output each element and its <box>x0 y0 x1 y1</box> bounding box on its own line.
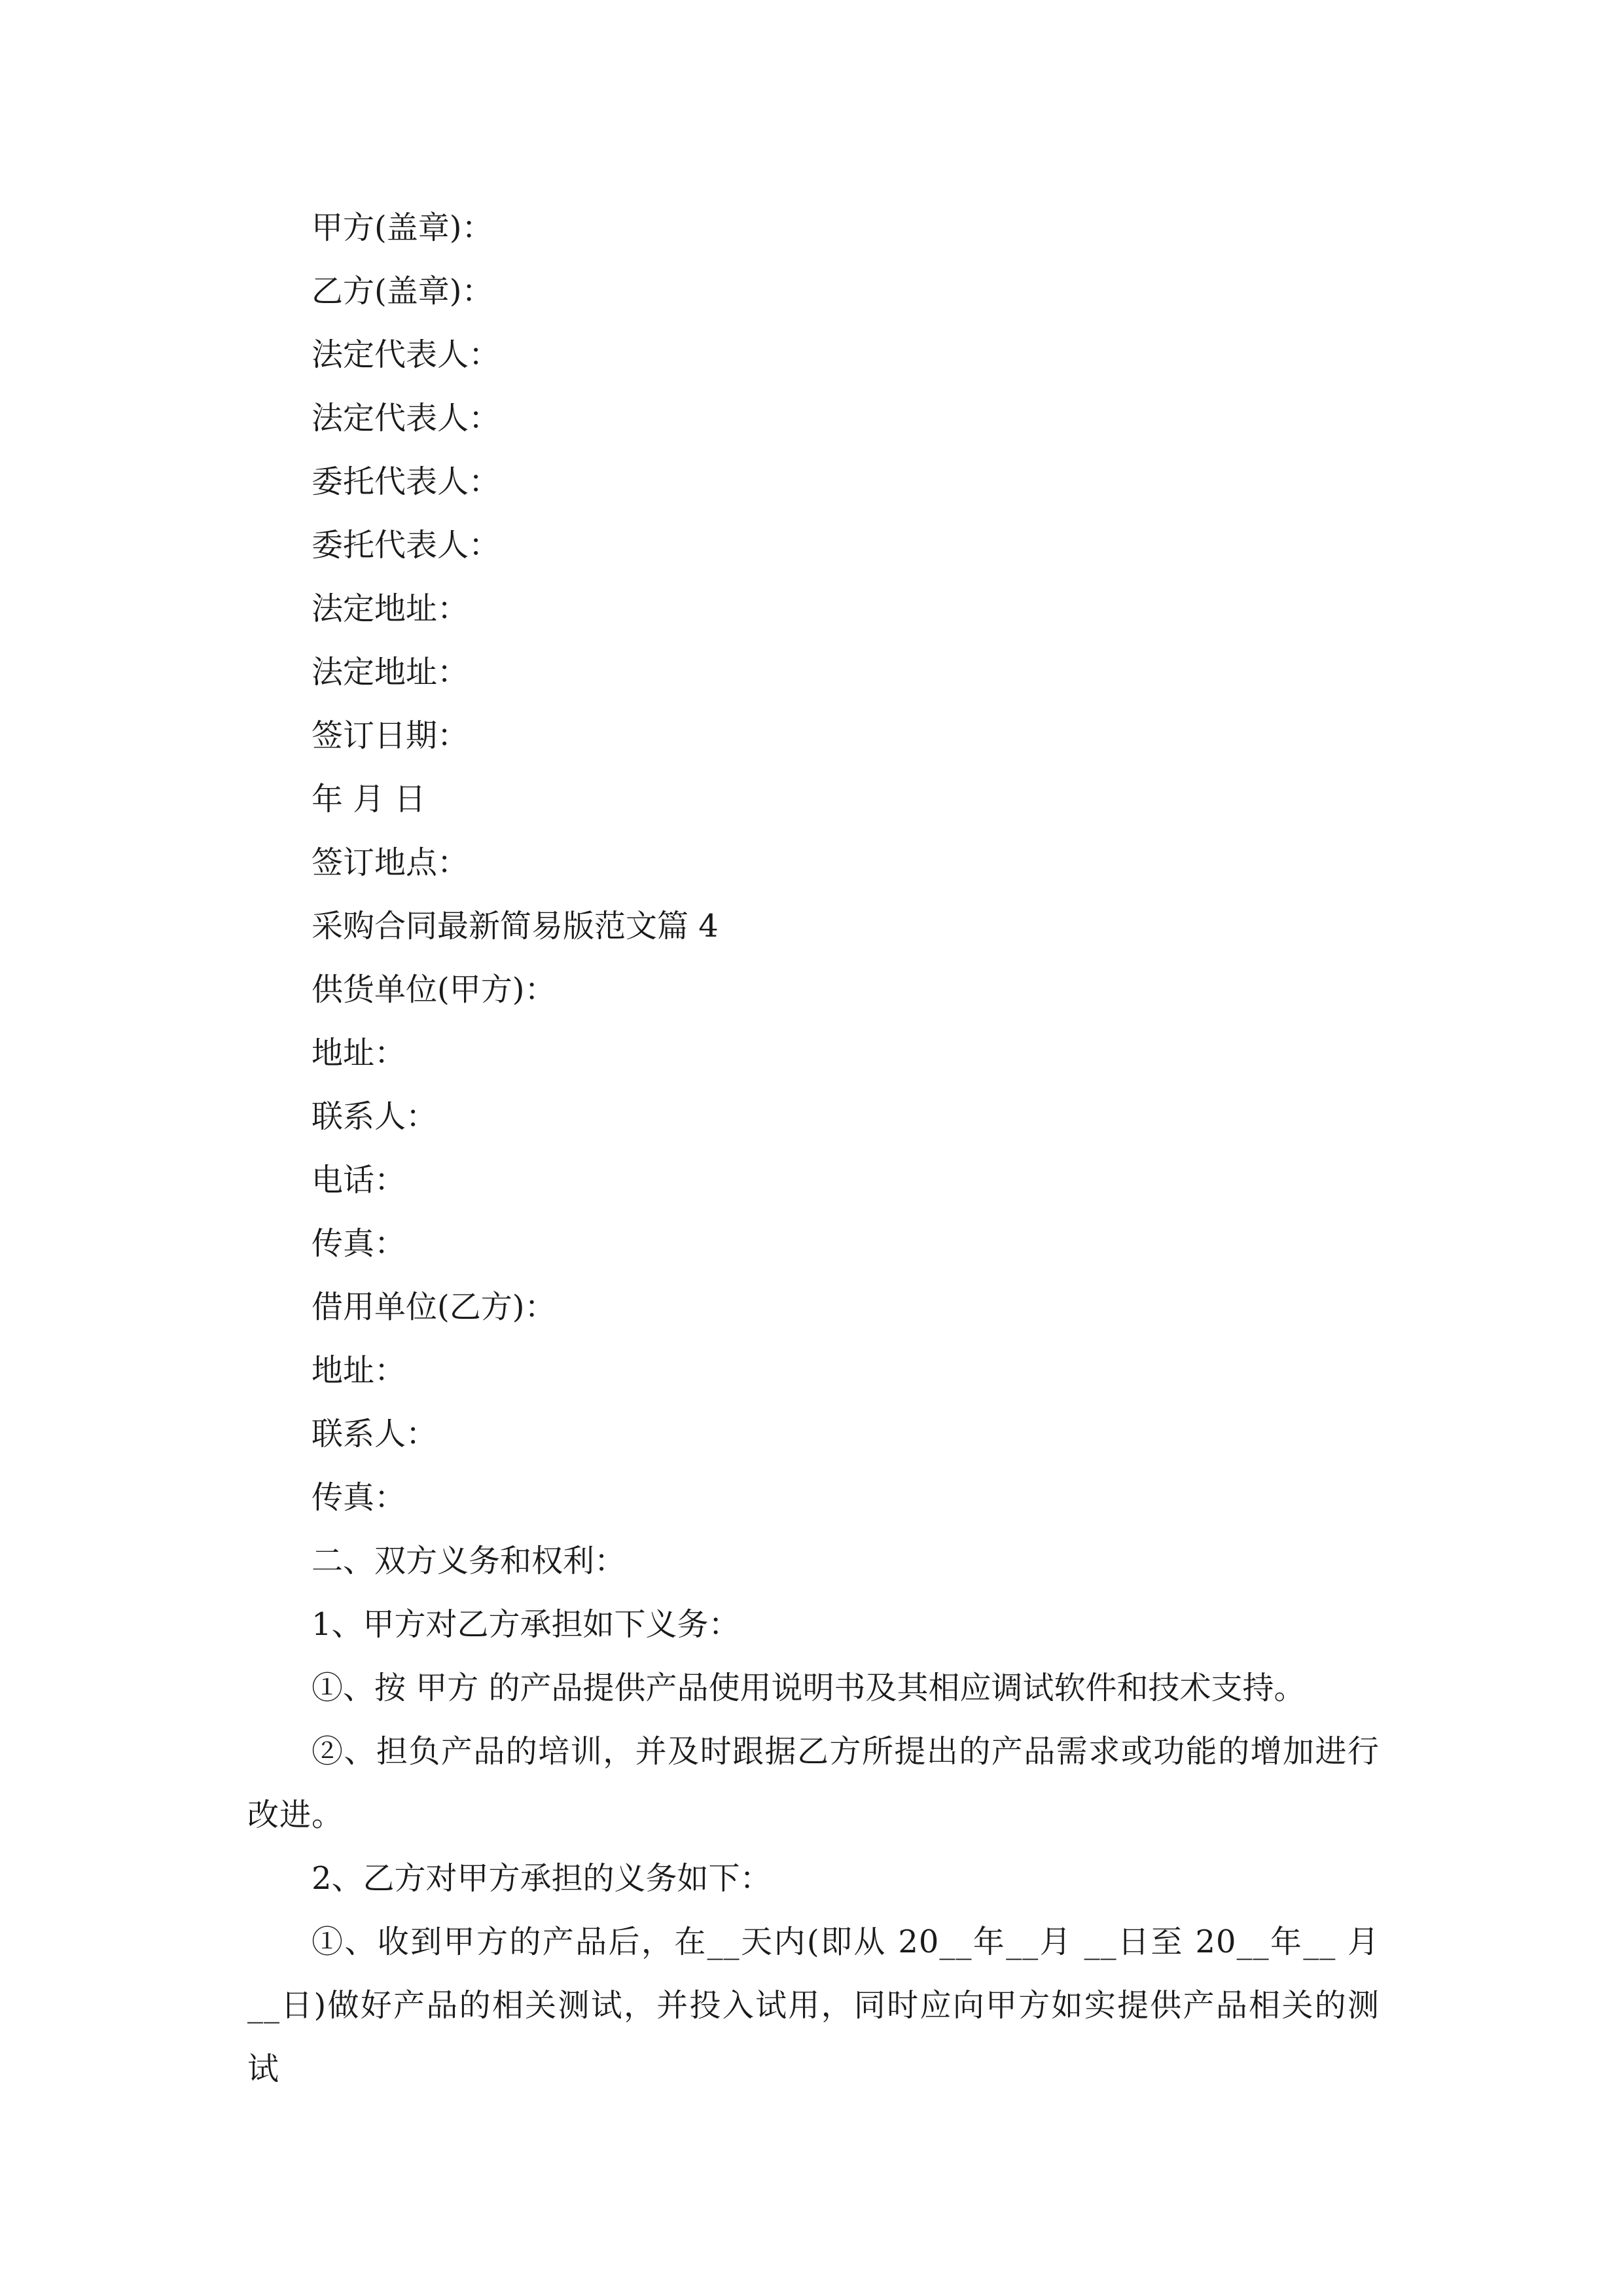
legal-representative-line: 法定代表人： <box>312 336 501 373</box>
date-line: 年 月 日 <box>312 781 426 817</box>
section-title: 采购合同最新简易版范文篇 4 <box>312 908 719 944</box>
section-heading: 二、双方义务和权利： <box>312 1543 626 1579</box>
address-line: 地址： <box>312 1035 406 1071</box>
fax-line: 传真： <box>312 1225 406 1262</box>
borrower-line: 借用单位(乙方)： <box>312 1289 556 1325</box>
signing-date-line: 签订日期： <box>312 717 469 754</box>
fax-line: 传真： <box>312 1479 406 1516</box>
authorized-representative-line: 委托代表人： <box>312 463 501 500</box>
clause-paragraph: ②、担负产品的培训，并及时跟据乙方所提出的产品需求或功能的增加进行改进。 <box>247 1733 1380 1833</box>
clause-heading: 1、甲方对乙方承担如下义务： <box>312 1606 740 1643</box>
legal-address-line: 法定地址： <box>312 654 469 691</box>
clause-heading: 2、乙方对甲方承担的义务如下： <box>312 1860 772 1897</box>
party-b-seal-line: 乙方(盖章)： <box>312 273 493 310</box>
legal-representative-line: 法定代表人： <box>312 400 501 437</box>
supplier-line: 供货单位(甲方)： <box>312 971 556 1008</box>
authorized-representative-line: 委托代表人： <box>312 527 501 564</box>
legal-address-line: 法定地址： <box>312 590 469 627</box>
contact-line: 联系人： <box>312 1098 438 1135</box>
clause-paragraph: ①、收到甲方的产品后，在__天内(即从 20__年__月 __日至 20__年__ 月__日)做好产品的相关测试，并投入试用，同时应向甲方如实提供产品相关的测试 <box>247 1924 1380 2087</box>
contact-line: 联系人： <box>312 1416 438 1452</box>
party-a-seal-line: 甲方(盖章)： <box>312 209 493 246</box>
phone-line: 电话： <box>312 1162 406 1198</box>
address-line: 地址： <box>312 1352 406 1389</box>
document-body <box>247 196 1380 2101</box>
signing-place-line: 签订地点： <box>312 844 469 881</box>
clause-item: ①、按 甲方 的产品提供产品使用说明书及其相应调试软件和技术支持。 <box>312 1670 1306 1706</box>
